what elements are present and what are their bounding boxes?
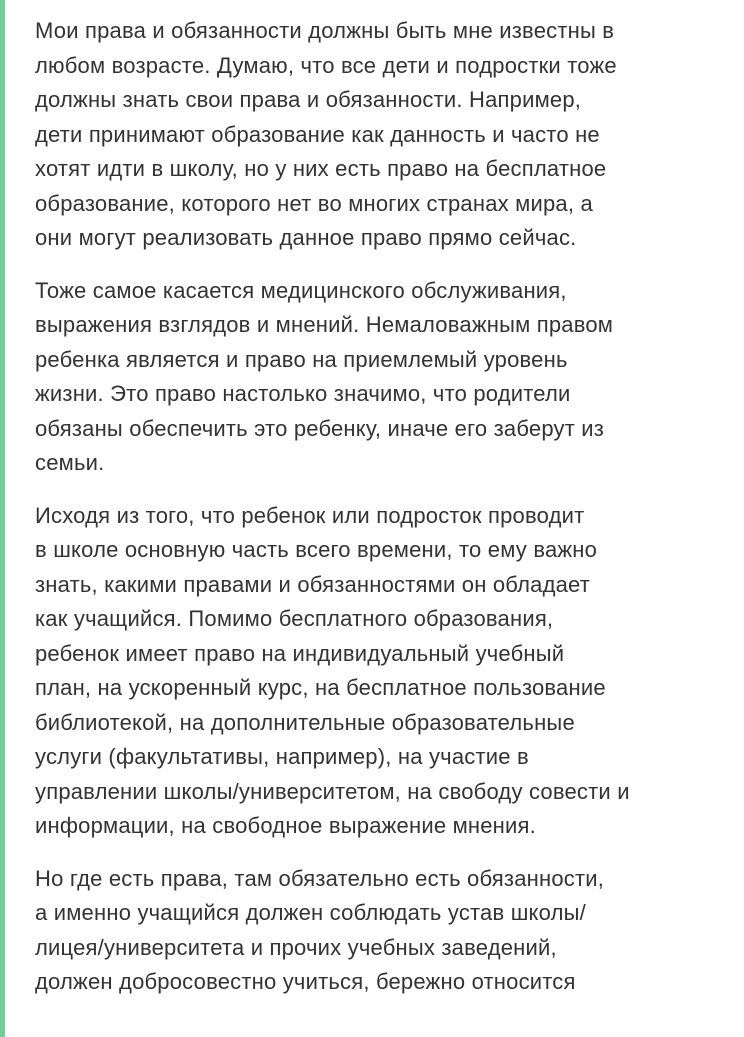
text-line: информации, на свободное выражение мнения.: [35, 813, 536, 838]
paragraph-4: [35, 862, 735, 1000]
text-line: а именно учащийся должен соблюдать устав школы/: [35, 900, 586, 925]
text-line: жизни. Это право настолько значимо, что родители: [35, 381, 571, 406]
text-line: управлении школы/университетом, на свободу совести и: [35, 778, 630, 804]
text-line: Мои права и обязанности должны быть мне известны в: [35, 18, 615, 43]
paragraph-2: [35, 274, 735, 481]
text-line: дети принимают образование как данность и часто не: [35, 121, 600, 147]
text-line: Но где есть права, там обязательно есть обязанности,: [35, 865, 605, 891]
text-line: как учащийся. Помимо бесплатного образования,: [35, 606, 554, 631]
text-line: семьи.: [35, 450, 105, 475]
text-line: Тоже самое касается медицинского обслуживания,: [35, 277, 567, 303]
text-line: в школе основную часть всего времени, то ему важно: [35, 537, 598, 562]
text-line: услуги (факультативы, например), на участие в: [35, 744, 529, 769]
text-line: ребенок имеет право на индивидуальный учебный: [35, 640, 565, 666]
text-line: выражения взглядов и мнений. Немаловажным правом: [35, 312, 614, 337]
text-line: хотят идти в школу, но у них есть право на бесплатное: [35, 156, 607, 181]
text-line: обязаны обеспечить это ребенку, иначе его заберут из: [35, 415, 605, 441]
text-line: они могут реализовать данное право прямо сейчас.: [35, 225, 577, 250]
text-line: должны знать свои права и обязанности. Например,: [35, 87, 582, 112]
text-line: любом возрасте. Думаю, что все дети и подростки тоже: [35, 52, 617, 78]
text-line: Исходя из того, что ребенок или подросток проводит: [35, 502, 585, 528]
paragraph-3: [35, 499, 735, 844]
text-line: знать, какими правами и обязанностями он обладает: [35, 571, 591, 597]
text-line: должен добросовестно учиться, бережно относится: [35, 969, 576, 994]
paragraph-1: [35, 14, 735, 256]
text-line: план, на ускоренный курс, на бесплатное пользование: [35, 675, 606, 700]
article-text: [35, 14, 735, 1018]
text-line: образование, которого нет во многих странах мира, а: [35, 190, 593, 216]
text-line: лицея/университета и прочих учебных заведений,: [35, 934, 557, 960]
text-line: библиотекой, на дополнительные образовательные: [35, 709, 575, 735]
quote-accent-bar: [0, 0, 5, 1037]
text-line: ребенка является и право на приемлемый уровень: [35, 346, 568, 372]
